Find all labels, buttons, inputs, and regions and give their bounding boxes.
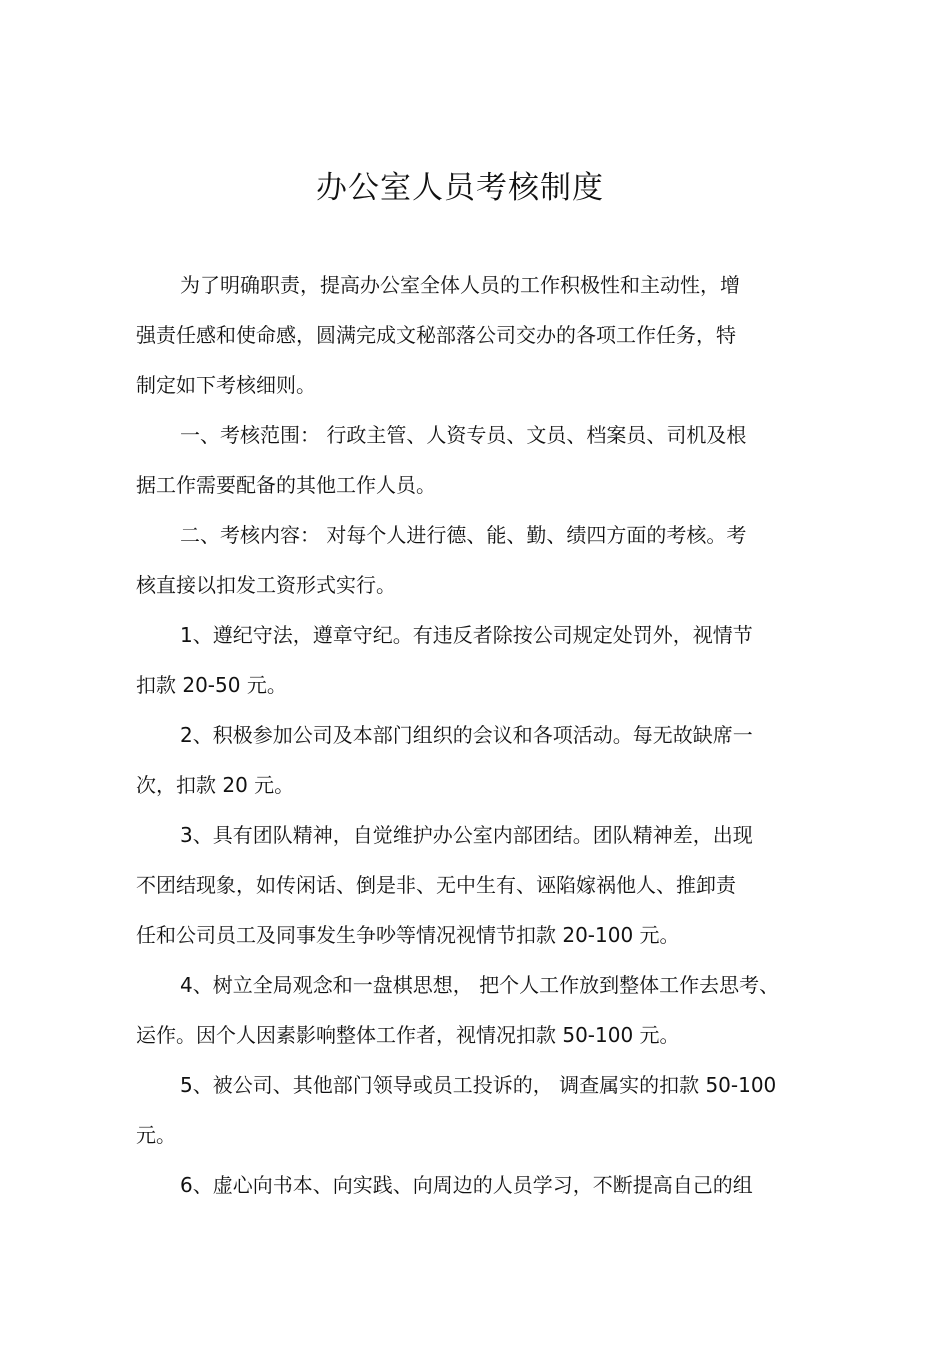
rule-item-5-line: 元。 xyxy=(136,1123,176,1147)
section-content-line: 核直接以扣发工资形式实行。 xyxy=(136,573,396,597)
rule-item-3-line: 任和公司员工及同事发生争吵等情况视情节扣款 20-100 元。 xyxy=(136,923,680,947)
paragraph-line: 强责任感和使命感，圆满完成文秘部落公司交办的各项工作任务，特 xyxy=(136,323,736,347)
document-title: 办公室人员考核制度 xyxy=(316,170,604,206)
section-content-line: 二、考核内容： 对每个人进行德、能、勤、绩四方面的考核。考 xyxy=(180,523,747,547)
paragraph-line: 制定如下考核细则。 xyxy=(136,373,316,397)
rule-item-5-line: 5、被公司、其他部门领导或员工投诉的， 调查属实的扣款 50-100 xyxy=(180,1073,777,1097)
rule-item-4-line: 运作。因个人因素影响整体工作者，视情况扣款 50-100 元。 xyxy=(136,1023,680,1047)
paragraph-line: 为了明确职责，提高办公室全体人员的工作积极性和主动性，增 xyxy=(180,273,740,297)
rule-item-2-line: 2、积极参加公司及本部门组织的会议和各项活动。每无故缺席一 xyxy=(180,723,753,747)
rule-item-1-line: 扣款 20-50 元。 xyxy=(136,673,287,697)
section-scope-line: 一、考核范围： 行政主管、人资专员、文员、档案员、司机及根 xyxy=(180,423,747,447)
rule-item-2-line: 次，扣款 20 元。 xyxy=(136,773,295,797)
rule-item-1-line: 1、遵纪守法，遵章守纪。有违反者除按公司规定处罚外，视情节 xyxy=(180,623,753,647)
rule-item-3-line: 不团结现象，如传闲话、倒是非、无中生有、诬陷嫁祸他人、推卸责 xyxy=(136,873,736,897)
rule-item-4-line: 4、树立全局观念和一盘棋思想， 把个人工作放到整体工作去思考、 xyxy=(180,973,780,997)
section-scope-line: 据工作需要配备的其他工作人员。 xyxy=(136,473,436,497)
rule-item-6-line: 6、虚心向书本、向实践、向周边的人员学习，不断提高自己的组 xyxy=(180,1173,753,1197)
rule-item-3-line: 3、具有团队精神，自觉维护办公室内部团结。团队精神差，出现 xyxy=(180,823,753,847)
